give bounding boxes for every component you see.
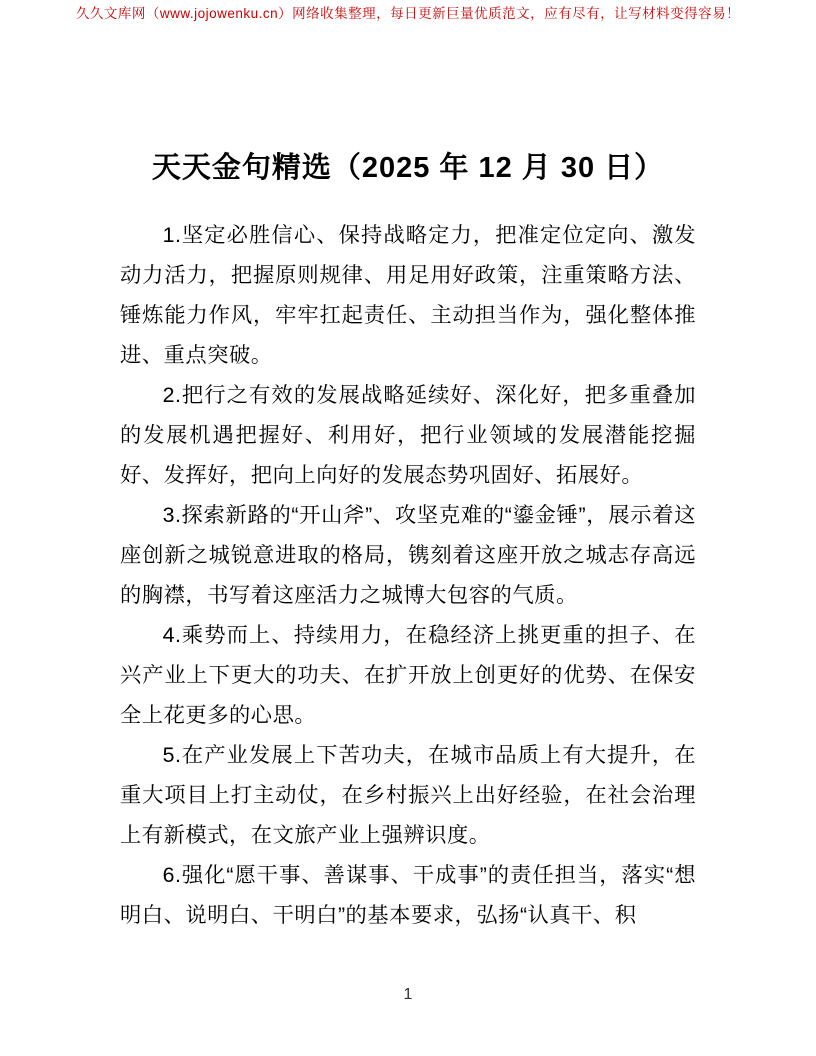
watermark-header: 久久文库网（www.jojowenku.cn）网络收集整理，每日更新巨量优质范文，应有尽有，让写材料变得容易！ <box>75 6 741 21</box>
paragraph-4: 4.乘势而上、持续用力，在稳经济上挑更重的担子、在兴产业上下更大的功夫、在扩开放上创更好的优势、在保安全上花更多的心思。 <box>120 623 696 727</box>
paragraph-1: 1.坚定必胜信心、保持战略定力，把准定位定向、激发动力活力，把握原则规律、用足用好政策，注重策略方法、锤炼能力作风，牢牢扛起责任、主动担当作为，强化整体推进、重点突破。 <box>120 223 696 367</box>
paragraph-3: 3.探索新路的“开山斧”、攻坚克难的“鎏金锤”，展示着这座创新之城锐意进取的格局，镌刻着这座开放之城志存高远的胸襟，书写着这座活力之城博大包容的气质。 <box>120 503 696 607</box>
document-title: 天天金句精选（2025 年 12 月 30 日） <box>151 152 665 184</box>
paragraph-5: 5.在产业发展上下苦功夫，在城市品质上有大提升，在重大项目上打主动仗，在乡村振兴上出好经验，在社会治理上有新模式，在文旅产业上强辨识度。 <box>120 743 696 847</box>
document-body <box>120 0 696 935</box>
page-number: 1 <box>403 986 413 1003</box>
paragraph-6: 6.强化“愿干事、善谋事、干成事”的责任担当，落实“想明白、说明白、干明白”的基本要求，弘扬“认真干、积 <box>120 863 696 927</box>
paragraph-2: 2.把行之有效的发展战略延续好、深化好，把多重叠加的发展机遇把握好、利用好，把行业领域的发展潜能挖掘好、发挥好，把向上向好的发展态势巩固好、拓展好。 <box>120 383 696 487</box>
